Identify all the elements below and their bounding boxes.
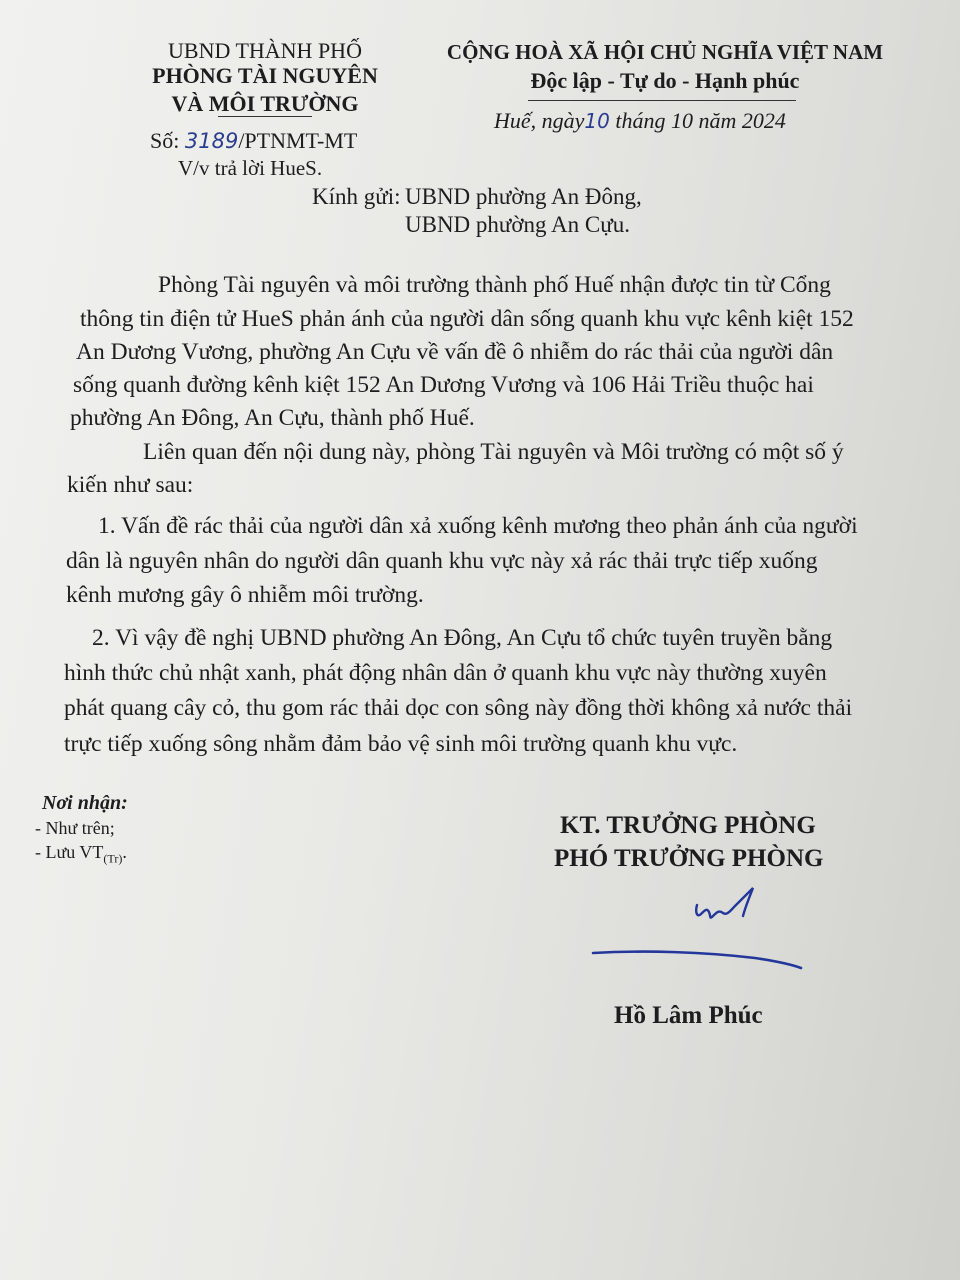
body-line: kênh mương gây ô nhiễm môi trường.: [66, 582, 424, 608]
body-line: kiến như sau:: [67, 472, 194, 498]
body-line: phát quang cây cỏ, thu gom rác thải dọc con sông này đồng thời không xả nước thải: [64, 695, 853, 721]
recipient-item: UBND phường An Cựu.: [405, 212, 630, 237]
body-line: thông tin điện tử HueS phản ánh của người dân sống quanh khu vực kênh kiệt 152: [80, 306, 854, 332]
distribution-label: Nơi nhận:: [42, 792, 128, 814]
organization-name-line-2: VÀ MÔI TRƯỜNG: [171, 91, 359, 116]
body-line: 1. Vấn đề rác thải của người dân xả xuống kênh mương theo phản ánh của người: [98, 513, 858, 539]
body-line: An Dương Vương, phường An Cựu về vấn đề ô nhiễm do rác thải của người dân: [76, 339, 834, 365]
signer-title-secondary: PHÓ TRƯỞNG PHÒNG: [554, 845, 824, 872]
distribution-item-end: .: [122, 842, 127, 862]
national-motto: Độc lập - Tự do - Hạnh phúc: [530, 68, 800, 93]
document-number: [150, 128, 357, 154]
body-line: dân là nguyên nhân do người dân quanh khu vực này xả rác thải trực tiếp xuống: [66, 548, 818, 574]
date-day-handwritten: 10: [584, 109, 610, 133]
date-prefix: Huế, ngày: [494, 108, 585, 133]
recipient-item: UBND phường An Đông,: [405, 184, 642, 209]
body-line: trực tiếp xuống sông nhằm đảm bảo vệ sinh môi trường quanh khu vực.: [64, 731, 738, 757]
distribution-item: - Như trên;: [35, 818, 115, 838]
body-line: hình thức chủ nhật xanh, phát động nhân dân ở quanh khu vực này thường xuyên: [64, 660, 827, 686]
place-and-date: [494, 108, 786, 134]
distribution-item-sub: (Tr): [103, 851, 123, 866]
date-suffix: tháng 10 năm 2024: [609, 108, 786, 133]
body-line: Phòng Tài nguyên và môi trường thành phố Huế nhận được tin từ Cổng: [158, 272, 831, 298]
parent-organization: UBND THÀNH PHỐ: [168, 38, 362, 63]
signer-title-primary: KT. TRƯỞNG PHÒNG: [560, 812, 816, 839]
document-number-prefix: Số:: [150, 128, 185, 153]
national-title: CỘNG HOÀ XÃ HỘI CHỦ NGHĨA VIỆT NAM: [446, 40, 884, 64]
distribution-item: [35, 842, 127, 867]
body-line: 2. Vì vậy đề nghị UBND phường An Đông, An Cựu tổ chức tuyên truyền bằng: [92, 625, 833, 651]
distribution-item-text: - Lưu VT: [35, 842, 104, 862]
organization-name: [120, 62, 410, 118]
organization-name-line-1: PHÒNG TÀI NGUYÊN: [152, 63, 378, 88]
recipients-label: Kính gửi:: [312, 184, 401, 209]
body-line: phường An Đông, An Cựu, thành phố Huế.: [70, 405, 475, 431]
motto-underline: [528, 100, 796, 101]
document-number-handwritten: 3189: [184, 129, 239, 153]
signature-stroke: [696, 888, 753, 918]
document-number-suffix: /PTNMT-MT: [238, 128, 358, 153]
body-line: Liên quan đến nội dung này, phòng Tài nguyên và Môi trường có một số ý: [143, 439, 844, 465]
document-subject: V/v trả lời HueS.: [178, 156, 323, 180]
signature-underline: [593, 952, 801, 968]
organization-underline: [218, 116, 312, 117]
signer-name: Hồ Lâm Phúc: [614, 1002, 763, 1029]
body-line: sống quanh đường kênh kiệt 152 An Dương Vương và 106 Hải Triều thuộc hai: [73, 372, 814, 398]
handwritten-signature: [585, 880, 815, 990]
